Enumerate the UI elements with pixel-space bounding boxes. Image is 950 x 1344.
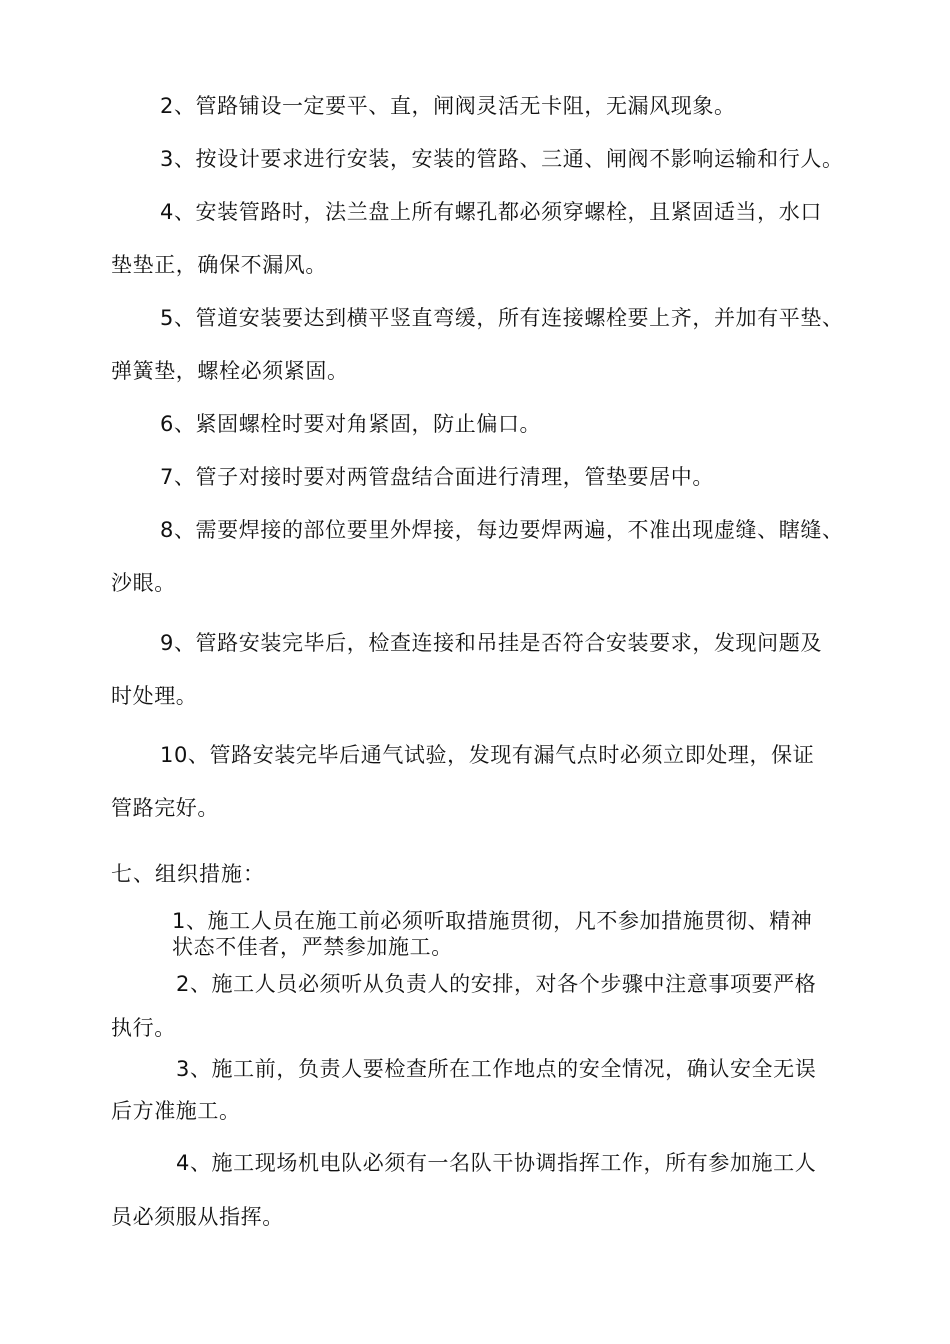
org-item-1-line-1: 1、施工人员在施工前必须听取措施贯彻，凡不参加措施贯彻、精神 xyxy=(172,909,813,933)
item-10-line-1: 10、管路安装完毕后通气试验，发现有漏气点时必须立即处理，保证 xyxy=(160,743,815,767)
org-item-2-line-2: 执行。 xyxy=(111,1016,176,1040)
item-3-line-1: 3、按设计要求进行安装，安装的管路、三通、闸阀不影响运输和行人。 xyxy=(160,147,844,171)
org-item-3-line-1: 3、施工前，负责人要检查所在工作地点的安全情况，确认安全无误 xyxy=(176,1057,817,1081)
item-5-line-2: 弹簧垫，螺栓必须紧固。 xyxy=(111,359,349,383)
section-heading: 七、组织措施： xyxy=(111,862,265,886)
item-8-line-2: 沙眼。 xyxy=(111,571,176,595)
item-9-line-1: 9、管路安装完毕后，检查连接和吊挂是否符合安装要求，发现问题及 xyxy=(160,631,822,655)
org-item-3-line-2: 后方准施工。 xyxy=(111,1099,241,1123)
item-4-line-2: 垫垫正，确保不漏风。 xyxy=(111,253,327,277)
org-item-2-line-1: 2、施工人员必须听从负责人的安排，对各个步骤中注意事项要严格 xyxy=(176,972,817,996)
item-4-line-1: 4、安装管路时，法兰盘上所有螺孔都必须穿螺栓，且紧固适当，水口 xyxy=(160,200,822,224)
org-item-1-line-2: 状态不佳者，严禁参加施工。 xyxy=(172,935,453,959)
item-10-line-2: 管路完好。 xyxy=(111,796,219,820)
org-item-4-line-2: 员必须服从指挥。 xyxy=(111,1205,284,1229)
item-8-line-1: 8、需要焊接的部位要里外焊接，每边要焊两遍，不准出现虚缝、瞎缝、 xyxy=(160,518,844,542)
item-2-line-1: 2、管路铺设一定要平、直，闸阀灵活无卡阻，无漏风现象。 xyxy=(160,94,736,118)
item-5-line-1: 5、管道安装要达到横平竖直弯缓，所有连接螺栓要上齐，并加有平垫、 xyxy=(160,306,844,330)
org-item-4-line-1: 4、施工现场机电队必须有一名队干协调指挥工作，所有参加施工人 xyxy=(176,1151,817,1175)
item-6-line-1: 6、紧固螺栓时要对角紧固，防止偏口。 xyxy=(160,412,542,436)
item-9-line-2: 时处理。 xyxy=(111,684,198,708)
item-7-line-1: 7、管子对接时要对两管盘结合面进行清理，管垫要居中。 xyxy=(160,465,714,489)
